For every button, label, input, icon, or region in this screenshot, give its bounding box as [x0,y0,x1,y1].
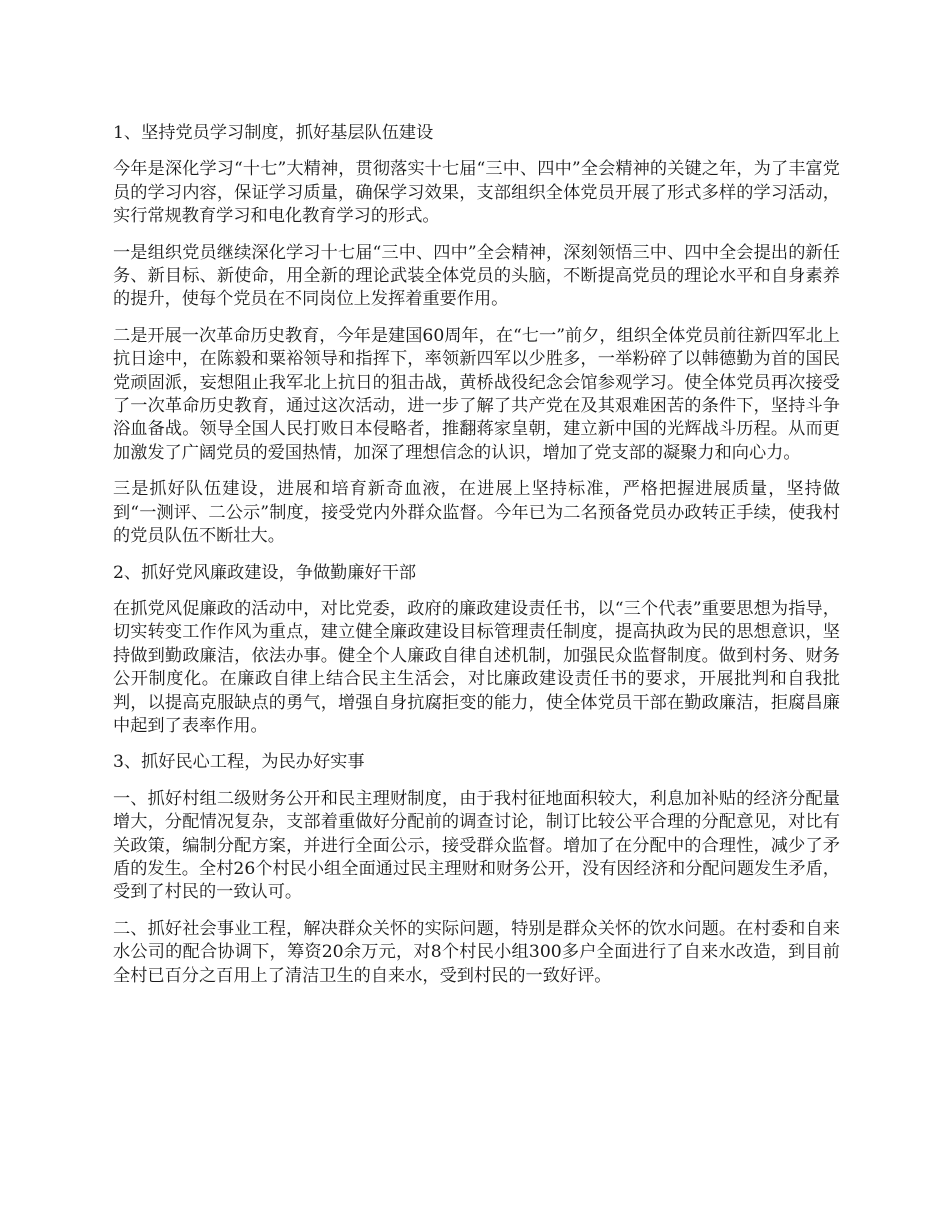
paragraph-water-project: 二、抓好社会事业工程，解决群众关怀的实际问题，特别是群众关怀的饮水问题。在村委和自来水公司的配合协调下，筹资20余万元，对8个村民小组300多户全面进行了自来水改造，到目前全村已百分之百用上了清洁卫生的自来水，受到村民的一致好评。 [113,918,840,986]
document-body [113,122,840,1001]
paragraph-team-building: 三是抓好队伍建设，进展和培育新奇血液，在进展上坚持标准，严格把握进展质量，坚持做到“一测评、二公示”制度，接受党内外群众监督。今年已为二名预备党员办政转正手续，使我村的党员队伍不断壮大。 [113,479,840,547]
section-heading-1: 1、坚持党员学习制度，抓好基层队伍建设 [113,123,434,143]
paragraph-history-education: 二是开展一次革命历史教育，今年是建国60周年，在“七一”前夕，组织全体党员前往新四军北上抗日途中，在陈毅和粟裕领导和指挥下，率领新四军以少胜多，一举粉碎了以韩德勤为首的国民党顽固派，妄想阻止我军北上抗日的狙击战，黄桥战役纪念会馆参观学习。使全体党员再次接受了一次革命历史教育，通过这次活动，进一步了解了共产党在及其艰难困苦的条件下，坚持斗争浴血备战。领导全国人民打败日本侵略者，推翻蒋家皇朝，建立新中国的光辉战斗历程。从而更加激发了广阔党员的爱国热情，加深了理想信念的认识，增加了党支部的凝聚力和向心力。 [113,325,840,463]
section-heading-2: 2、抓好党风廉政建设，争做勤廉好干部 [113,562,417,583]
paragraph-finance-disclosure: 一、抓好村组二级财务公开和民主理财制度，由于我村征地面积较大，利息加补贴的经济分配量增大，分配情况复杂，支部着重做好分配前的调查讨论，制订比较公平合理的分配意见，对比有关政策，编制分配方案，并进行全面公示，接受群众监督。增加了在分配中的合理性，减少了矛盾的发生。全村26个村民小组全面通过民主理财和财务公开，没有因经济和分配问题发生矛盾，受到了村民的一致认可。 [113,788,840,903]
paragraph-integrity: 在抓党风促廉政的活动中，对比党委，政府的廉政建设责任书，以“三个代表”重要思想为指导，切实转变工作作风为重点，建立健全廉政建设目标管理责任制度，提高执政为民的思想意识，坚持做到勤政廉洁，依法办事。健全个人廉政自律自述机制，加强民众监督制度。做到村务、财务公开制度化。在廉政自律上结合民主生活会，对比廉政建设责任书的要求，开展批判和自我批判，以提高克服缺点的勇气，增强自身抗腐拒变的能力，使全体党员干部在勤政廉洁，拒腐昌廉中起到了表率作用。 [113,598,840,736]
section-heading-3: 3、抓好民心工程，为民办好实事 [113,752,365,773]
paragraph-study-year: 今年是深化学习“十七”大精神，贯彻落实十七届“三中、四中”全会精神的关键之年，为了丰富党员的学习内容，保证学习质量，确保学习效果，支部组织全体党员开展了形式多样的学习活动，实行常规教育学习和电化教育学习的形式。 [113,159,840,227]
paragraph-study-first: 一是组织党员继续深化学习十七届“三中、四中”全会精神，深刻领悟三中、四中全会提出的新任务、新目标、新使命，用全新的理论武装全体党员的头脑，不断提高党员的理论水平和自身素养的提升，使每个党员在不同岗位上发挥着重要作用。 [113,242,840,310]
